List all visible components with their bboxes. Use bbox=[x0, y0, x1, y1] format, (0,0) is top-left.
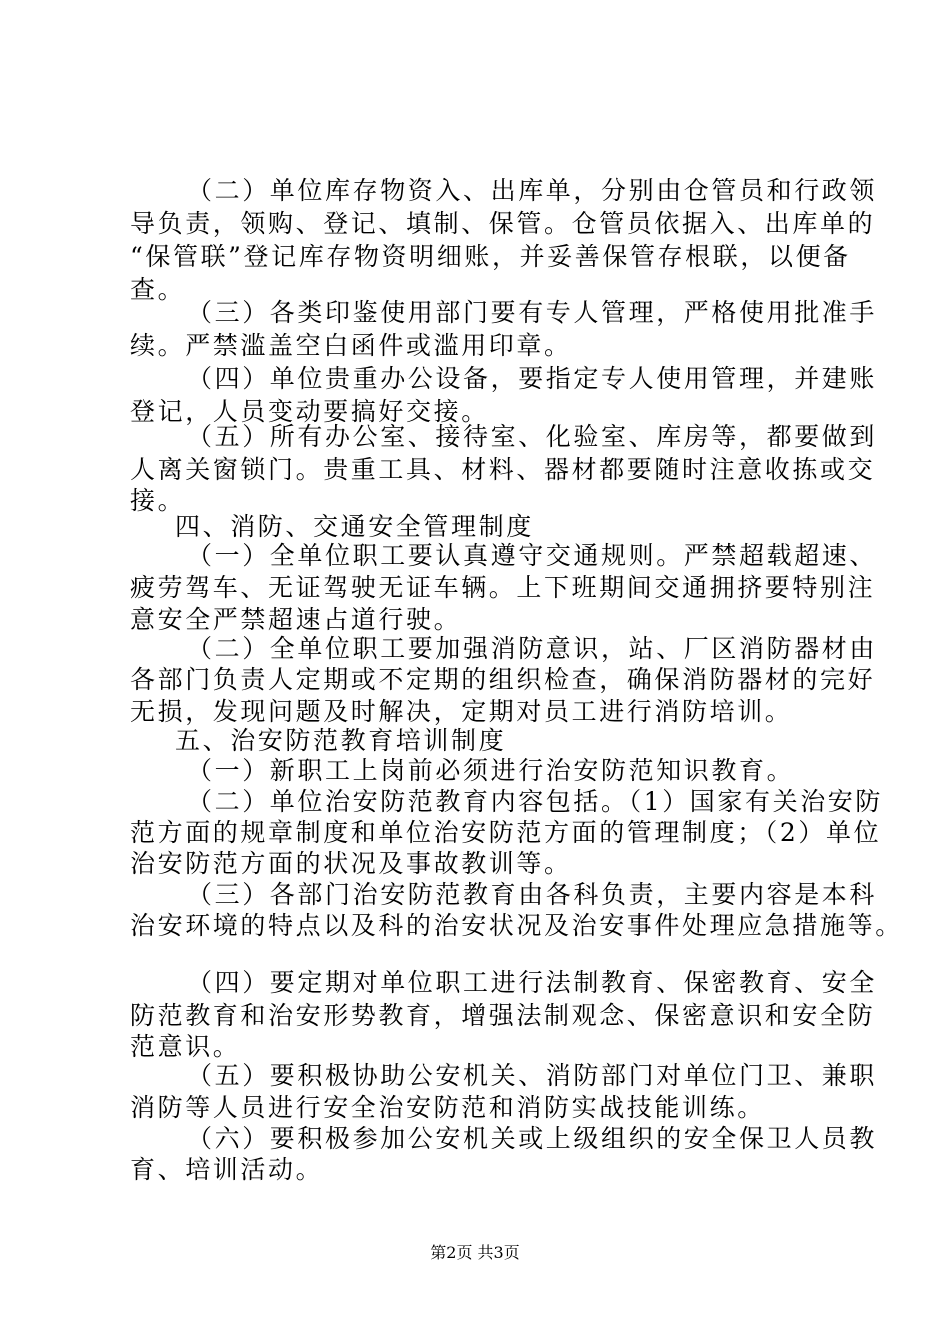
text-line: （四）单位贵重办公设备，要指定专人使用管理，并建账 bbox=[187, 364, 878, 393]
text-line: 接。 bbox=[130, 486, 186, 515]
text-line: 疲劳驾车、无证驾驶无证车辆。上下班期间交通拥挤要特别注 bbox=[130, 573, 876, 602]
text-line: 人离关窗锁门。贵重工具、材料、器材都要随时注意收拣或交 bbox=[130, 455, 876, 484]
page-number: 第2页 共3页 bbox=[430, 1243, 520, 1262]
text-line: 范意识。 bbox=[130, 1032, 241, 1061]
text-line: 范方面的规章制度和单位治安防范方面的管理制度；（2）单位 bbox=[130, 818, 882, 847]
text-line: 意安全严禁超速占道行驶。 bbox=[130, 605, 462, 634]
text-line: （六）要积极参加公安机关或上级组织的安全保卫人员教 bbox=[187, 1124, 878, 1153]
section-heading: 五、治安防范教育培训制度 bbox=[175, 726, 507, 755]
text-line: （二）单位治安防范教育内容包括。（1）国家有关治安防 bbox=[187, 787, 884, 816]
text-line: 治安防范方面的状况及事故教训等。 bbox=[130, 849, 572, 878]
text-line: 消防等人员进行安全治安防范和消防实战技能训练。 bbox=[130, 1093, 765, 1122]
text-line: （五）所有办公室、接待室、化验室、库房等，都要做到 bbox=[187, 422, 878, 451]
text-line: “保管联”登记库存物资明细账，并妥善保管存根联，以便备 bbox=[130, 242, 851, 271]
text-line: （二）全单位职工要加强消防意识，站、厂区消防器材由 bbox=[187, 634, 878, 663]
text-line: 查。 bbox=[130, 275, 186, 304]
text-line: 登记，人员变动要搞好交接。 bbox=[130, 397, 489, 426]
text-line: 续。严禁滥盖空白函件或滥用印章。 bbox=[130, 331, 572, 360]
text-line: （一）新职工上岗前必须进行治安防范知识教育。 bbox=[187, 756, 795, 785]
text-line: （三）各类印鉴使用部门要有专人管理，严格使用批准手 bbox=[187, 298, 878, 327]
text-line: （四）要定期对单位职工进行法制教育、保密教育、安全 bbox=[187, 968, 878, 997]
text-line: 防范教育和治安形势教育，增强法制观念、保密意识和安全防 bbox=[130, 1001, 876, 1030]
text-line: 导负责，领购、登记、填制、保管。仓管员依据入、出库单的 bbox=[130, 209, 876, 238]
text-line: （三）各部门治安防范教育由各科负责，主要内容是本科 bbox=[187, 880, 878, 909]
section-heading: 四、消防、交通安全管理制度 bbox=[175, 512, 534, 541]
text-line: （二）单位库存物资入、出库单，分别由仓管员和行政领 bbox=[187, 176, 878, 205]
text-line: （五）要积极协助公安机关、消防部门对单位门卫、兼职 bbox=[187, 1061, 878, 1090]
text-line: （一）全单位职工要认真遵守交通规则。严禁超载超速、 bbox=[187, 541, 878, 570]
text-line: 育、培训活动。 bbox=[130, 1155, 324, 1184]
text-line: 治安环境的特点以及科的治安状况及治安事件处理应急措施等。 bbox=[130, 911, 903, 940]
text-line: 无损，发现问题及时解决，定期对员工进行消防培训。 bbox=[130, 697, 793, 726]
text-line: 各部门负责人定期或不定期的组织检查，确保消防器材的完好 bbox=[130, 665, 876, 694]
